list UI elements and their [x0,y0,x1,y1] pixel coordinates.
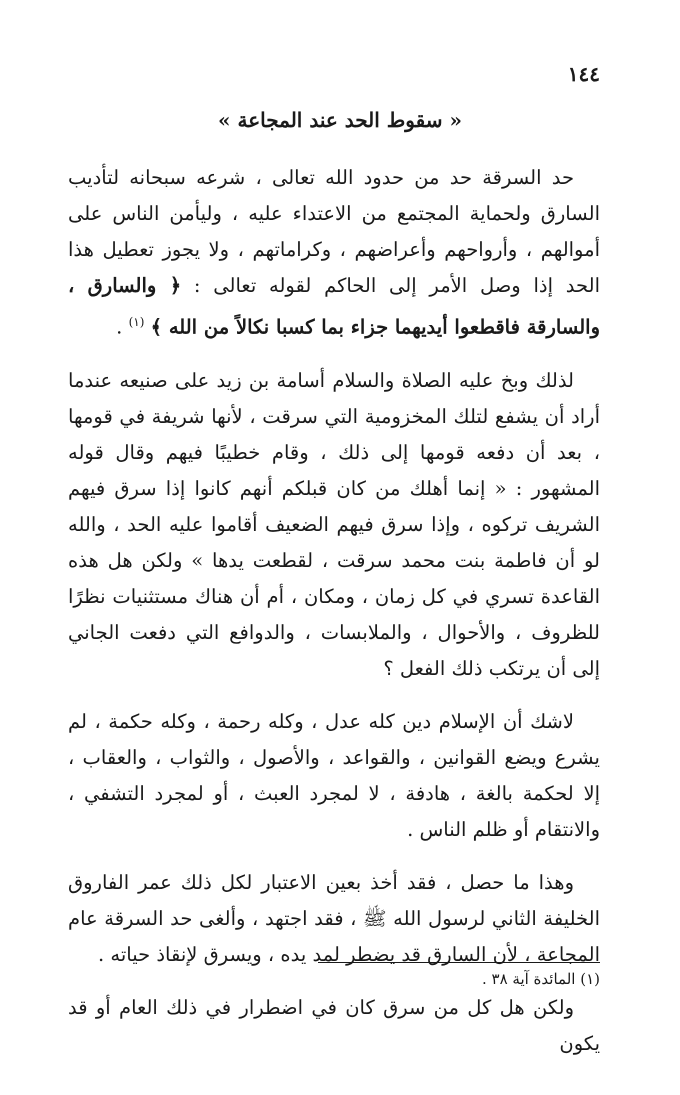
paragraph-1-text: حد السرقة حد من حدود الله تعالى ، شرعه سبحانه لتأديب السارق ولحماية المجتمع من الاعتداء عليه ، وليأمن الناس على أموالهم ، وأرواحهم وأعراضهم ، وكراماتهم ، ولا يجوز تعطيل هذا الحد إذا وصل الأمر إلى الحاكم لقوله تعالى : [68,166,600,297]
paragraph-2: لذلك وبخ عليه الصلاة والسلام أسامة بن زيد على صنيعه عندما أراد أن يشفع لتلك المخزومية التي سرقت ، لأنها شريفة في قومها ، بعد أن دفعه قومها إلى ذلك ، وقام خطيبًا فيهم وقال قوله المشهور : « إنما أهلك من كان قبلكم أنهم كانوا إذا سرق فيهم الشريف تركوه ، وإذا سرق فيهم الضعيف أقاموا عليه الحد ، والله لو أن فاطمة بنت محمد سرقت ، لقطعت يدها » ولكن هل هذه القاعدة تسري في كل زمان ، ومكان ، أم أن هناك مستثنيات نظرًا للظروف ، والأحوال ، والملابسات ، والدوافع التي دفعت الجاني إلى أن يرتكب ذلك الفعل ؟ [68,368,600,680]
quran-verse: ﴿ والسارق ، والسارقة فاقطعوا أيديهما جزاء بما كسبا نكالاً من الله ﴾ [68,274,600,339]
footnote-divider [318,962,600,963]
paragraph-1-end: . [116,315,129,339]
page-title: « سقوط الحد عند المجاعة » [218,108,462,132]
paragraph-5: ولكن هل كل من سرق كان في اضطرار في ذلك العام أو قد يكون [68,995,600,1055]
paragraph-4: وهذا ما حصل ، فقد أخذ بعين الاعتبار لكل ذلك عمر الفاروق الخليفة الثاني لرسول الله ﷺ ، فقد اجتهد ، وألغى حد السرقة عام المجاعة ، لأن السارق قد يضطر لمد يده ، ويسرق لإنقاذ حياته . [68,870,600,966]
page-number: ١٤٤ [567,62,600,86]
footnote: (١) المائدة آية ٣٨ . [481,970,600,988]
footnote-ref: (١) [128,315,145,329]
paragraph-3: لاشك أن الإسلام دين كله عدل ، وكله رحمة ، وكله حكمة ، لم يشرع ويضع القوانين ، والقواعد ، والأصول ، والثواب ، والعقاب ، إلا لحكمة بالغة ، هادفة ، لا لمجرد العبث ، أو لمجرد التشفي ، والانتقام أو ظلم الناس . [68,709,600,841]
paragraph-1 [68,160,600,346]
body-text [68,160,600,1079]
